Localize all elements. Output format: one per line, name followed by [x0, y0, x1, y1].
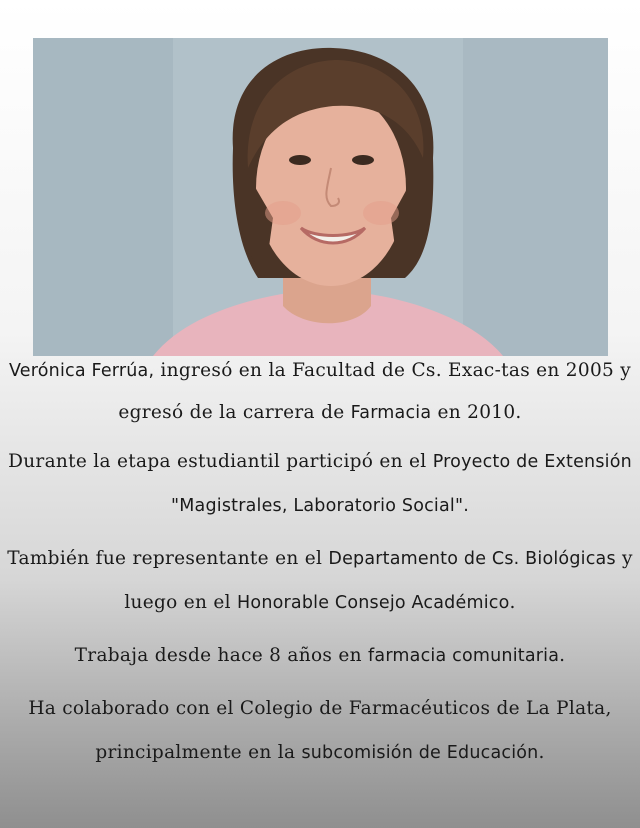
department-name: Departamento de Cs. Biológicas [328, 549, 616, 569]
paragraph-representative [0, 537, 640, 625]
council-name: Honorable Consejo Académico [237, 593, 510, 613]
paragraph-project [0, 440, 640, 528]
person-name: Verónica Ferrúa, [8, 361, 155, 381]
text: en 2010. [431, 402, 522, 423]
text: Durante la etapa estudiantil participó en el [8, 451, 433, 472]
subcommission-name: subcomisión de Educación [301, 743, 539, 763]
text: y luego en el [124, 548, 633, 613]
text: . [559, 645, 566, 666]
project-name: Proyecto de Extensión "Magistrales, Laboratorio Social". [170, 452, 632, 516]
career-name: Farmacia [350, 403, 432, 423]
text: Ha colaborado con el Colegio de Farmacéuticos de La Plata, principalmente en la [28, 698, 612, 763]
paragraph-education [0, 350, 640, 434]
text: Trabaja desde hace 8 años en [74, 645, 369, 666]
portrait-photo [33, 38, 608, 356]
workplace-name: farmacia comunitaria [368, 646, 560, 666]
text: ingresó en la Facultad de Cs. Exac-tas en 2005 y egresó de la carrera de [118, 360, 632, 423]
paragraph-work [0, 634, 640, 678]
text: También fue representante en el [7, 548, 329, 569]
paragraph-collaboration [0, 687, 640, 775]
bio-text [0, 350, 640, 784]
text: . [509, 592, 516, 613]
text: . [538, 742, 545, 763]
